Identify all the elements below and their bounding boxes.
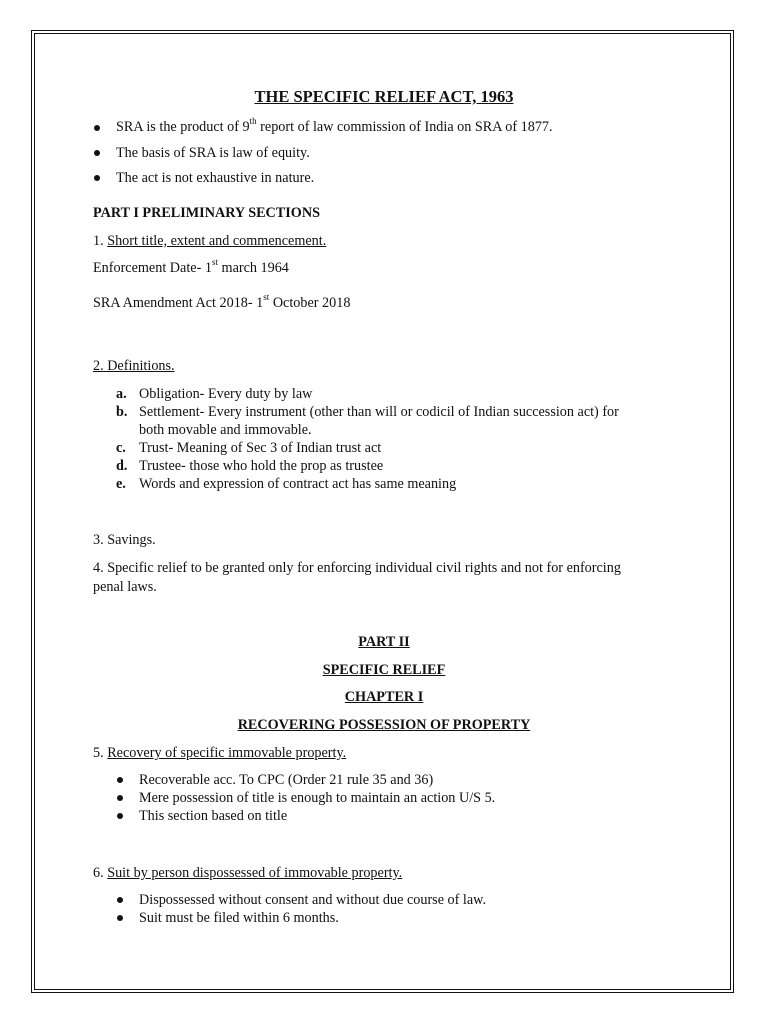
section-6-bullet: Dispossessed without consent and without due course of law. bbox=[139, 892, 487, 908]
section-2-title: 2. Definitions. bbox=[93, 358, 175, 374]
superscript: st bbox=[263, 292, 270, 303]
enforcement-date bbox=[93, 259, 289, 277]
bullet-icon bbox=[117, 777, 123, 783]
chapter-heading: CHAPTER I bbox=[344, 689, 424, 705]
enforcement-text: Enforcement Date- 1 bbox=[93, 260, 212, 276]
section-number: 5. bbox=[93, 745, 108, 761]
definition-letter: d. bbox=[116, 458, 128, 474]
intro-bullet-2: The basis of SRA is law of equity. bbox=[116, 145, 310, 161]
section-4-line-1: 4. Specific relief to be granted only for enforcing individual civil rights and not for enforcing bbox=[93, 560, 621, 576]
section-5-bullet: This section based on title bbox=[139, 808, 288, 824]
definition-item: Obligation- Every duty by law bbox=[139, 386, 313, 402]
section-5-bullet: Recoverable acc. To CPC (Order 21 rule 35 and 36) bbox=[139, 772, 434, 788]
bullet-icon bbox=[94, 175, 100, 181]
definition-item: Trustee- those who hold the prop as trustee bbox=[139, 458, 384, 474]
section-1-title: Short title, extent and commencement. bbox=[107, 233, 327, 249]
section-5-title: Recovery of specific immovable property. bbox=[107, 745, 347, 761]
document-title: THE SPECIFIC RELIEF ACT, 1963 bbox=[254, 87, 514, 106]
section-3: 3. Savings. bbox=[93, 532, 156, 548]
definition-letter: b. bbox=[116, 404, 128, 420]
section-number: 6. bbox=[93, 865, 108, 881]
amendment-date bbox=[93, 294, 350, 312]
amendment-text-end: October 2018 bbox=[269, 295, 351, 311]
definition-letter: c. bbox=[116, 440, 126, 456]
bullet-icon bbox=[117, 915, 123, 921]
definition-letter: e. bbox=[116, 476, 126, 492]
section-number: 1. bbox=[93, 233, 108, 249]
superscript: st bbox=[211, 257, 218, 268]
intro-bullet-3: The act is not exhaustive in nature. bbox=[116, 170, 315, 186]
superscript: th bbox=[249, 116, 257, 127]
definition-item: Settlement- Every instrument (other than will or codicil of Indian succession act) for bbox=[139, 404, 619, 420]
section-4-line-2: penal laws. bbox=[93, 579, 157, 595]
section-6-bullet: Suit must be filed within 6 months. bbox=[139, 910, 339, 926]
bullet-icon bbox=[117, 795, 123, 801]
section-1 bbox=[93, 232, 326, 250]
intro-bullet-1 bbox=[116, 118, 553, 136]
intro-bullet-1-text: SRA is the product of 9 bbox=[116, 119, 250, 135]
definition-item: Trust- Meaning of Sec 3 of Indian trust act bbox=[139, 440, 382, 456]
section-5-bullet: Mere possession of title is enough to maintain an action U/S 5. bbox=[139, 790, 496, 806]
section-5 bbox=[93, 744, 346, 762]
enforcement-text-end: march 1964 bbox=[217, 260, 289, 276]
part2-heading: PART II bbox=[358, 634, 410, 650]
specific-relief-heading: SPECIFIC RELIEF bbox=[322, 662, 446, 678]
intro-bullet-1-text-end: report of law commission of India on SRA of 1877. bbox=[256, 119, 553, 135]
definition-letter: a. bbox=[116, 386, 127, 402]
chapter-title: RECOVERING POSSESSION OF PROPERTY bbox=[237, 717, 531, 733]
bullet-icon bbox=[117, 813, 123, 819]
part1-heading: PART I PRELIMINARY SECTIONS bbox=[93, 205, 320, 221]
definition-item-continued: both movable and immovable. bbox=[139, 422, 312, 438]
bullet-icon bbox=[94, 125, 100, 131]
bullet-icon bbox=[117, 897, 123, 903]
definition-item: Words and expression of contract act has same meaning bbox=[139, 476, 457, 492]
section-6-title: Suit by person dispossessed of immovable property. bbox=[107, 865, 403, 881]
amendment-text: SRA Amendment Act 2018- 1 bbox=[93, 295, 264, 311]
section-6 bbox=[93, 864, 402, 882]
bullet-icon bbox=[94, 150, 100, 156]
